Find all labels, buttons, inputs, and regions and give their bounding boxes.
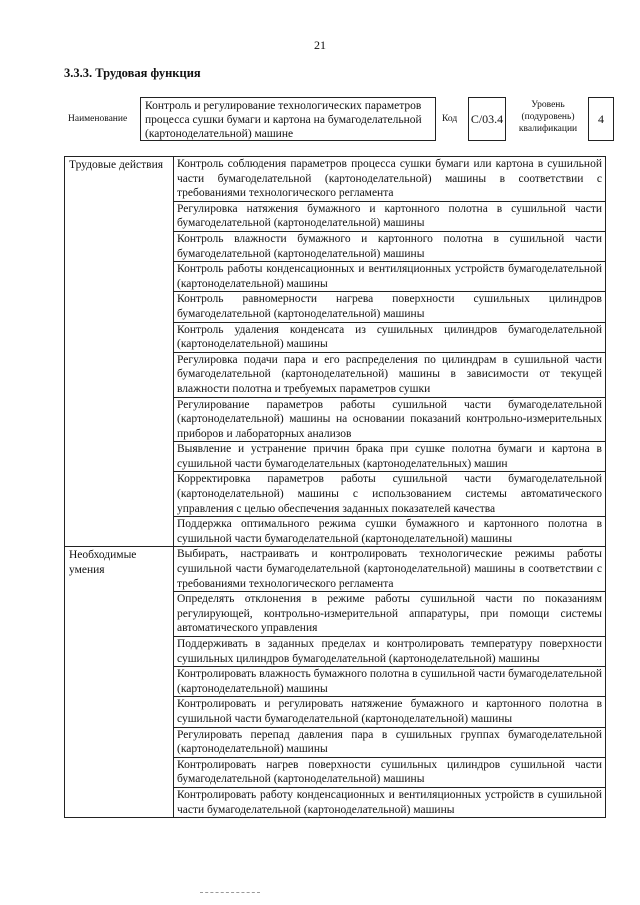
name-label: Наименование bbox=[68, 114, 128, 124]
table-cell-item: Контроль равномерности нагрева поверхности сушильных цилиндров бумагоделательной (картоноделательной) машины bbox=[174, 292, 606, 322]
qualification-level-label: Уровень (подуровень) квалификации bbox=[518, 100, 578, 134]
page-number: 21 bbox=[314, 38, 326, 52]
section-label: Необходимые умения bbox=[65, 547, 174, 818]
table-cell-item: Регулирование параметров работы сушильной части бумагоделательной (картоноделательной) машины на основании показаний контрольно-измерительных приборов и лабораторных анализов bbox=[174, 397, 606, 442]
table-row bbox=[65, 157, 606, 202]
table-row bbox=[65, 547, 606, 592]
table-cell-item: Корректировка параметров работы сушильной части бумагоделательной (картоноделательной) машины с использованием системы автоматического управления с целью обеспечения заданных показателей качества bbox=[174, 472, 606, 517]
table-cell-item: Определять отклонения в режиме работы сушильной части по показаниям регулирующей, контрольно-измерительной аппаратуры, при помощи системы автоматического управления bbox=[174, 592, 606, 637]
code-label: Код bbox=[442, 114, 458, 124]
section-title: 3.3.3. Трудовая функция bbox=[64, 66, 201, 80]
table-cell-item: Поддержка оптимального режима сушки бумажного и картонного полотна в сушильной части бумагоделательной (картоноделательной) машины bbox=[174, 517, 606, 547]
table-cell-item: Контролировать и регулировать натяжение бумажного и картонного полотна в сушильной части бумагоделательной (картоноделательной) машины bbox=[174, 697, 606, 727]
section-label: Трудовые действия bbox=[65, 157, 174, 547]
table-cell-item: Контроль работы конденсационных и вентиляционных устройств бумагоделательной (картоноделательной) машины bbox=[174, 262, 606, 292]
table-cell-item: Контроль соблюдения параметров процесса сушки бумаги или картона в сушильной части бумагоделательной (картоноделательной) машины в соответствии с требованиями технологического регламента bbox=[174, 157, 606, 202]
table-cell-item: Регулировка подачи пара и его распределения по цилиндрам в сушильной части бумагоделательной (картоноделательной) машины в зависимости от текущей влажности полотна и требуемых параметров сушки bbox=[174, 352, 606, 397]
function-name-box: Контроль и регулирование технологических параметров процесса сушки бумаги и картона на бумагоделательной (картоноделательной) машине bbox=[140, 97, 436, 141]
table-cell-item: Контролировать работу конденсационных и вентиляционных устройств в сушильной части бумагоделательной (картоноделательной) машины bbox=[174, 787, 606, 817]
table-cell-item: Регулировка натяжения бумажного и картонного полотна в сушильной части бумагоделательной (картоноделательной) машины bbox=[174, 201, 606, 231]
table-cell-item: Регулировать перепад давления пара в сушильных группах бумагоделательной (картоноделательной) машины bbox=[174, 727, 606, 757]
table-cell-item: Выбирать, настраивать и контролировать технологические режимы работы сушильной части бумагоделательной (картоноделательной) машины в соответствии с требованиями технологического регламента bbox=[174, 547, 606, 592]
footer-divider bbox=[200, 892, 260, 893]
table-cell-item: Контроль удаления конденсата из сушильных цилиндров бумагоделательной (картоноделательной) машины bbox=[174, 322, 606, 352]
code-value-box: C/03.4 bbox=[468, 97, 506, 141]
table-cell-item: Контролировать нагрев поверхности сушильных цилиндров сушильной части бумагоделательной (картоноделательной) машины bbox=[174, 757, 606, 787]
qualification-level-box: 4 bbox=[588, 97, 614, 141]
table-cell-item: Выявление и устранение причин брака при сушке полотна бумаги и картона в сушильной части бумагоделательных (картоноделательных) машин bbox=[174, 442, 606, 472]
table-cell-item: Контроль влажности бумажного и картонного полотна в сушильной части бумагоделательной (картоноделательной) машины bbox=[174, 231, 606, 261]
labor-function-table bbox=[64, 156, 606, 818]
labor-function-header bbox=[64, 97, 614, 143]
table-cell-item: Поддерживать в заданных пределах и контролировать температуру поверхности сушильных цилиндров бумагоделательной (картоноделательной) машины bbox=[174, 637, 606, 667]
table-cell-item: Контролировать влажность бумажного полотна в сушильной части бумагоделательной (картоноделательной) машины bbox=[174, 667, 606, 697]
